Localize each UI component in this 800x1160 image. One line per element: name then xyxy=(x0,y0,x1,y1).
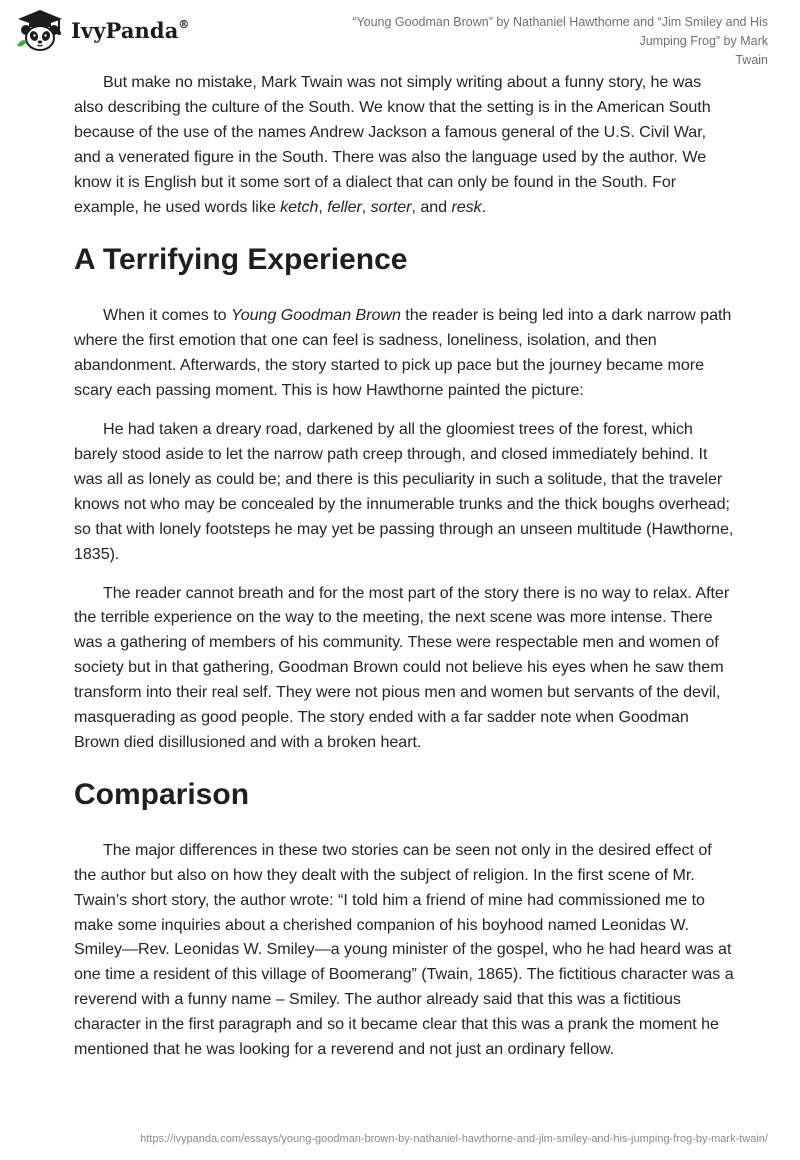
paragraph-hawthorne-quote: He had taken a dreary road, darkened by all the gloomiest trees of the forest, which barely stood aside to let the narrow path creep through, and closed immediately behind. It was all as lonely as could be; and there is this peculiarity in such a solitude, that the traveler knows not who may be concealed by the innumerable trunks and the thick boughs overhead; so that with lonely footsteps he may yet be passing through an unseen multitude (Hawthorne, 1835). xyxy=(74,420,734,563)
paragraph-young-goodman-brown: When it comes to Young Goodman Brown the reader is being led into a dark narrow path where the first emotion that one can feel is sadness, loneliness, isolation, and then abandonment. Afterwards, the story started to pick up pace but the journey became more scary each passing moment. This is how Hawthorne painted the picture: xyxy=(74,306,732,400)
work-title: Young Goodman Brown xyxy=(230,306,401,325)
brand-logo[interactable] xyxy=(15,8,190,52)
paragraph-comparison: The major differences in these two stories can be seen not only in the desired effect of the author but also on how they dealt with the subject of religion. In the first scene of Mr. Twain’s short story, the author wrote: “I told him a friend of mine had commissioned me to make some inquiries about a cherished companion of his boyhood named Leonidas W. Smiley—Rev. Leonidas W. Smiley—a young minister of the gospel, who he had heard was at one time a resident of this village of Boomerang” (Twain, 1865). The fictitious character was a reverend with a funny name – Smiley. The author already said that this was a fictitious character in the first paragraph and so it became clear that this was a prank the moment he mentioned that he was looking for a reverend and not just an ordinary fellow. xyxy=(74,840,734,1059)
dialect-word: sorter xyxy=(370,197,412,216)
section-heading-comparison: Comparison xyxy=(74,777,250,811)
brand-name: IvyPanda® xyxy=(71,17,190,43)
paragraph-twain-south: But make no mistake, Mark Twain was not simply writing about a funny story, he was also describing the culture of the South. We know that the setting is in the American South because of the use of the names Andrew Jackson a famous general of the U.S. Civil War, and a venerated figure in the South. There was also the language used by the author. We know it is English but it some sort of a dialect that can only be found in the South. For example, he used words like ketch, feller, sorter, and resk. xyxy=(74,73,711,216)
source-url[interactable]: https://ivypanda.com/essays/young-goodman-brown-by-nathaniel-hawthorne-and-jim-smiley-and-his-jumping-frog-by-mark-twain/ xyxy=(140,1133,768,1145)
section-heading-terrifying: A Terrifying Experience xyxy=(74,243,408,277)
document-title xyxy=(348,13,768,70)
page-header xyxy=(0,0,800,67)
dialect-word: ketch xyxy=(280,197,319,216)
dialect-word: feller xyxy=(327,197,362,216)
document-title-line-2: Twain xyxy=(735,53,768,67)
essay-body xyxy=(74,70,734,1076)
paragraph-reader-experience: The reader cannot breath and for the most part of the story there is no way to relax. After the terrible experience on the way to the meeting, the next scene was more intense. There was a gathering of members of his community. These were respectable men and women of society but in that gathering, Goodman Brown could not believe his eyes when he saw them transform into their real self. They were not pious men and women but servants of the devil, masquerading as good people. The story ended with a far sadder note when Goodman Brown died disillusioned and with a broken heart. xyxy=(74,583,730,751)
dialect-word: resk xyxy=(451,197,482,216)
document-title-line-1: “Young Goodman Brown” by Nathaniel Hawthorne and “Jim Smiley and His Jumping Frog” by Mark xyxy=(352,15,768,48)
panda-graduate-icon xyxy=(15,8,65,52)
